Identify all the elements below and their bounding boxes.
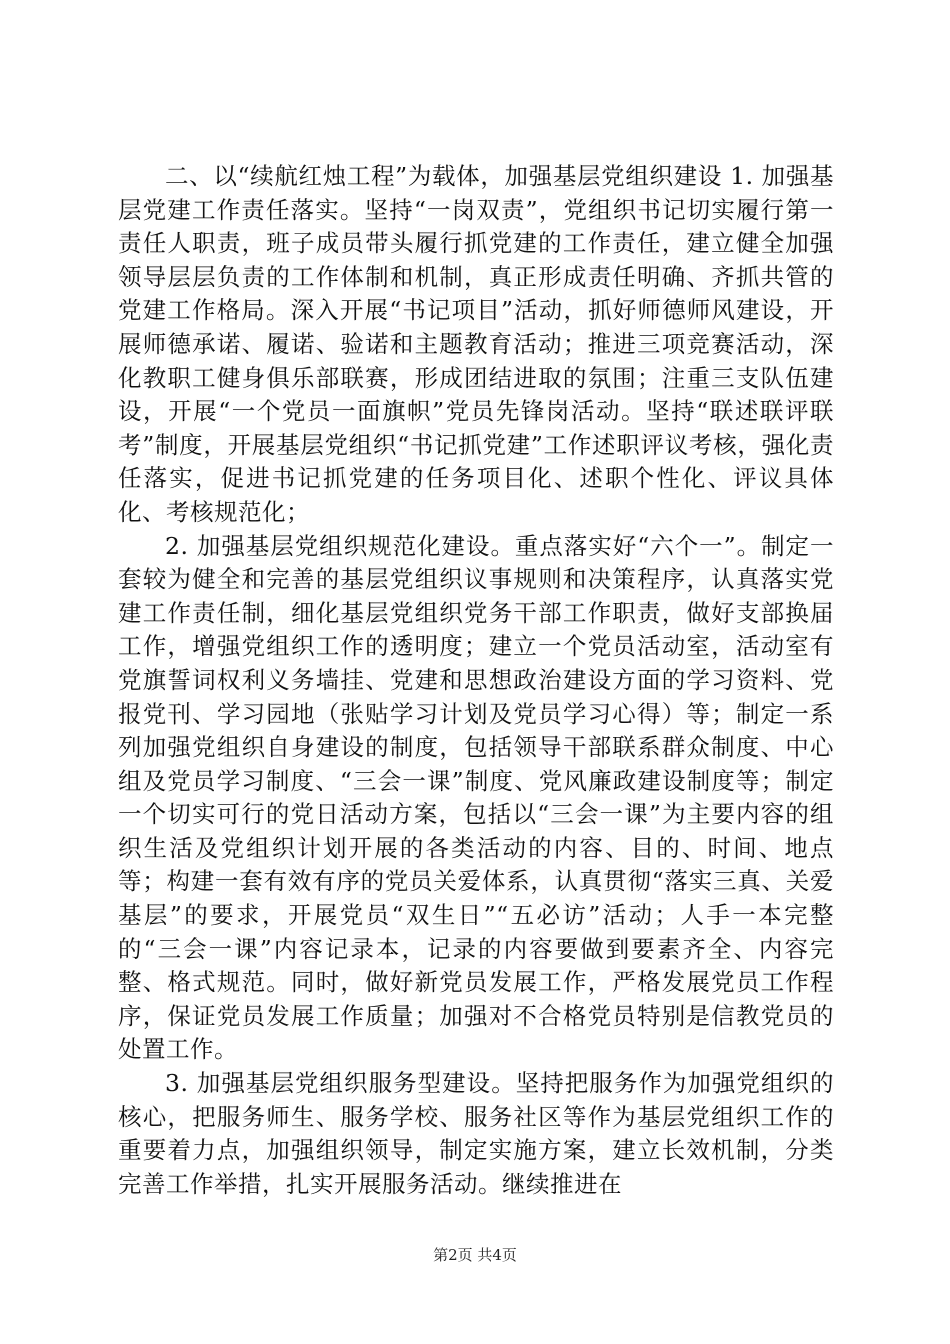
paragraph-1: 二、以“续航红烛工程”为载体，加强基层党组织建设 1. 加强基层党建工作责任落实。坚持“一岗双责”，党组织书记切实履行第一责任人职责，班子成员带头履行抓党建的工作责任，建立健全加强领导层层负责的工作体制和机制，真正形成责任明确、齐抓共管的党建工作格局。深入开展“书记项目”活动，抓好师德师风建设，开展师德承诺、履诺、验诺和主题教育活动；推进三项竞赛活动，深化教职工健身俱乐部联赛，形成团结进取的氛围；注重三支队伍建设，开展“一个党员一面旗帜”党员先锋岗活动。坚持“联述联评联考”制度，开展基层党组织“书记抓党建”工作述职评议考核，强化责任落实，促进书记抓党建的任务项目化、述职个性化、评议具体化、考核规范化； [118,162,834,526]
page-footer: 第2页 共4页 [433,1246,517,1264]
paragraph-3: 3. 加强基层党组织服务型建设。坚持把服务作为加强党组织的核心，把服务师生、服务学校、服务社区等作为基层党组织工作的重要着力点，加强组织领导，制定实施方案，建立长效机制，分类完善工作举措，扎实开展服务活动。继续推进在 [118,1069,834,1198]
paragraph-2: 2. 加强基层党组织规范化建设。重点落实好“六个一”。制定一套较为健全和完善的基层党组织议事规则和决策程序，认真落实党建工作责任制，细化基层党组织党务干部工作职责，做好支部换届工作，增强党组织工作的透明度；建立一个党员活动室，活动室有党旗誓词权利义务墙挂、党建和思想政治建设方面的学习资料、党报党刊、学习园地（张贴学习计划及党员学习心得）等；制定一系列加强党组织自身建设的制度，包括领导干部联系群众制度、中心组及党员学习制度、“三会一课”制度、党风廉政建设制度等；制定一个切实可行的党日活动方案，包括以“三会一课”为主要内容的组织生活及党组织计划开展的各类活动的内容、目的、时间、地点等；构建一套有效有序的党员关爱体系，认真贯彻“落实三真、关爱基层”的要求，开展党员“双生日”“五必访”活动；人手一本完整的“三会一课”内容记录本，记录的内容要做到要素齐全、内容完整、格式规范。同时，做好新党员发展工作，严格发展党员工作程序，保证党员发展工作质量；加强对不合格党员特别是信教党员的处置工作。 [118,531,834,1064]
document-body [118,160,834,1201]
